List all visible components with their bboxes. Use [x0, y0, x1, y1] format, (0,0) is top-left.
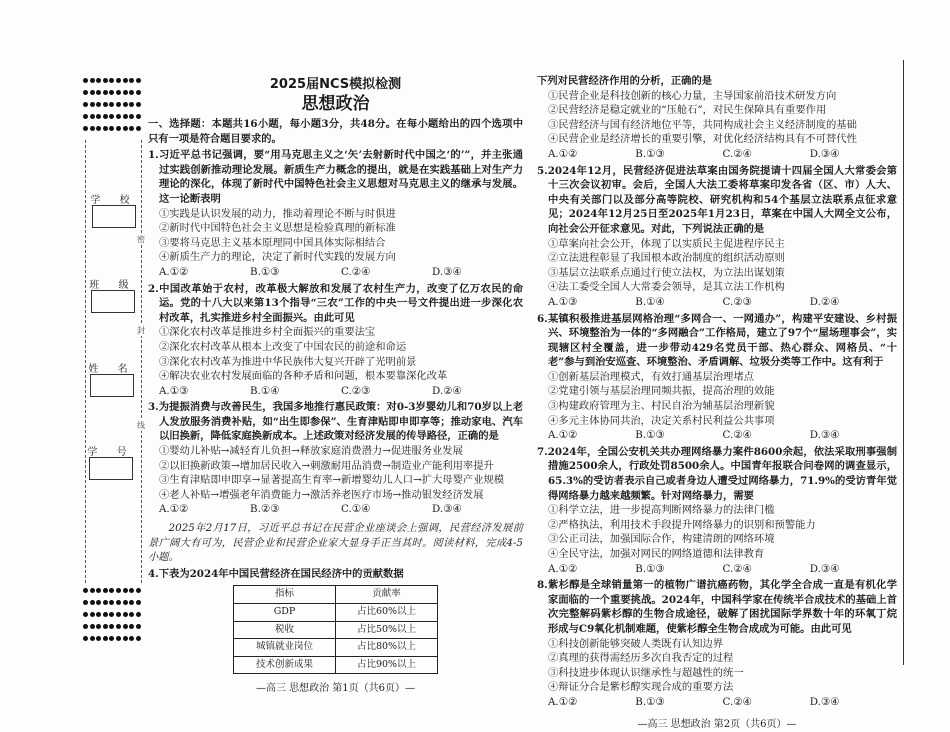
option-statement: ③生育津贴即申即享→显著提高生育率→新增婴幼儿人口→扩大母婴产业规模	[159, 474, 505, 487]
table-row	[234, 604, 438, 622]
table-cell: 占比90%以上	[336, 656, 438, 674]
question-7	[537, 445, 897, 576]
class-label: 班 级	[89, 280, 137, 291]
answer-choice-d[interactable]: D.③④	[809, 562, 840, 575]
answer-choice-d[interactable]: D.②④	[809, 295, 840, 308]
binding-dot	[96, 600, 101, 605]
question-3	[148, 400, 523, 517]
answer-choices	[537, 428, 897, 443]
binding-dot	[109, 102, 114, 107]
student-id-label: 学 号	[87, 447, 135, 458]
binding-dot	[136, 588, 141, 593]
answer-choices	[537, 147, 897, 162]
name-field[interactable]	[90, 374, 134, 397]
option-statement: ①民营企业是科技创新的核心力量，主导国家前沿技术研发方向	[548, 89, 837, 102]
binding-dot	[83, 102, 88, 107]
question-4-continued	[537, 74, 897, 162]
option-statement: ③深化农村改革为推进中华民族伟大复兴开辟了光明前景	[159, 355, 417, 368]
page-footer: —高三 思想政治 第2页（共6页）—	[637, 718, 797, 730]
binding-dot	[90, 600, 95, 605]
answer-choice-d[interactable]: D.③④	[432, 503, 462, 516]
answer-choices	[537, 295, 897, 310]
binding-dot	[116, 126, 121, 131]
binding-dot	[109, 600, 114, 605]
option-statement: ③公正司法，加强国际合作，构建清朗的网络环境	[548, 533, 775, 546]
binding-dot	[136, 114, 141, 119]
option-statement: ①创新基层治理模式，有效打通基层治理堵点	[548, 370, 754, 383]
table-row	[234, 621, 438, 639]
question-stem: 下列对民营经济作用的分析，正确的是	[537, 75, 713, 87]
answer-choice-a[interactable]: A.①②	[548, 147, 578, 160]
answer-choice-c[interactable]: C.②④	[722, 695, 752, 708]
answer-choice-c[interactable]: C.②③	[722, 295, 752, 308]
binding-dot	[109, 90, 114, 95]
question-stem: 3.为提振消费与改善民生，我国多地推行惠民政策：对0-3岁婴幼儿和70岁以上老人发放服务消费补贴，如“出生即参保”、生育津贴即申即享等；推动家电、汽车以旧换新，降低家庭换新成本。上述政策对经济发展的传导路径，正确的是	[148, 401, 523, 443]
binding-dot	[136, 102, 141, 107]
binding-dot	[103, 588, 108, 593]
binding-dot	[90, 78, 95, 83]
binding-dot	[96, 90, 101, 95]
answer-choice-b[interactable]: B.②③	[250, 503, 280, 516]
table-row	[234, 639, 438, 657]
page-edge-line	[903, 60, 904, 665]
section-instructions: 一、选择题：本题共16小题，每小题3分，共48分。在每小题给出的四个选项中只有一项是符合题目要求的。	[148, 118, 523, 145]
binding-dot	[96, 114, 101, 119]
binding-dot	[136, 78, 141, 83]
binding-dot	[96, 78, 101, 83]
option-statement: ②新时代中国特色社会主义思想是检验真理的新标准	[159, 222, 396, 235]
binding-dot	[136, 90, 141, 95]
table-cell: 占比50%以上	[336, 621, 438, 639]
binding-dot	[83, 90, 88, 95]
binding-dot	[109, 126, 114, 131]
answer-choices	[537, 695, 897, 710]
binding-dot	[129, 636, 134, 641]
binding-dot	[83, 636, 88, 641]
question-1	[148, 148, 523, 279]
binding-dot	[83, 126, 88, 131]
binding-dot	[96, 612, 101, 617]
option-statement: ①科技创新能够突破人类既有认知边界	[548, 637, 724, 650]
option-statement: ④民营企业是经济增长的重要引擎，对优化经济结构具有不可替代性	[548, 133, 857, 146]
binding-dot	[123, 624, 128, 629]
binding-dot	[103, 90, 108, 95]
binding-dot	[90, 588, 95, 593]
question-stem: 7.2024年，全国公安机关共办理网络暴力案件8600余起，依法采取刑事强制措施2500余人，行政处罚8500余人。中国青年报联合问卷网的调查显示，65.3%的受访者表示自己或者身边人遭受过网络暴力，71.9%的受访青年觉得网络暴力越来越频繁。针对网络暴力，需要	[537, 445, 897, 502]
option-statement: ①科学立法，进一步提高判断网络暴力的法律门槛	[548, 504, 775, 517]
class-field[interactable]	[91, 290, 135, 313]
binding-dot	[103, 600, 108, 605]
binding-dot	[136, 636, 141, 641]
question-stem: 2.中国改革始于农村，改革极大解放和发展了农村生产力，改变了亿万农民的命运。党的十八大以来第13个指导“三农”工作的中央一号文件提出进一步深化农村改革，扎实推进乡村全面振兴。由此可见	[148, 282, 523, 324]
binding-dot	[96, 126, 101, 131]
binding-dot	[123, 636, 128, 641]
answer-choice-a[interactable]: A.①③	[548, 295, 578, 308]
answer-choice-a[interactable]: A.①②	[159, 503, 189, 516]
option-statement: ②民营经济是稳定就业的“压舱石”，对民生保障具有重要作用	[548, 104, 827, 117]
binding-dot	[123, 126, 128, 131]
option-statement: ②党建引领与基层治理同频共振，提高治理的效能	[548, 385, 775, 398]
answer-choices	[148, 502, 523, 517]
option-statement: ③基层立法联系点通过行使立法权，为立法出谋划策	[548, 266, 785, 279]
question-5	[537, 164, 897, 310]
binding-dot	[109, 624, 114, 629]
question-4-stem: 4.下表为2024年中国民营经济在国民经济中的贡献数据	[148, 567, 404, 580]
name-label: 姓 名	[88, 364, 136, 375]
binding-dot	[103, 612, 108, 617]
option-statement: ②立法进程彰显了我国根本政治制度的组织活动原则	[548, 252, 785, 265]
binding-dot	[116, 102, 121, 107]
answer-choice-c[interactable]: C.②④	[722, 147, 752, 160]
exam-title: 2025届NCS模拟检测	[269, 77, 402, 92]
table-cell: GDP	[234, 604, 336, 622]
binding-dot	[90, 126, 95, 131]
binding-dot	[116, 636, 121, 641]
binding-dot	[109, 636, 114, 641]
binding-dot	[116, 600, 121, 605]
binding-dot	[96, 636, 101, 641]
option-statement: ③民营经济与国有经济地位平等，共同构成社会主义经济制度的基础	[548, 118, 857, 131]
binding-dot	[116, 90, 121, 95]
binding-dot	[83, 114, 88, 119]
answer-choice-b[interactable]: B.①③	[635, 429, 665, 442]
binding-dot	[123, 90, 128, 95]
option-statement: ④老人补贴→增强老年消费能力→激活养老医疗市场→推动银发经济发展	[159, 488, 484, 501]
answer-choices	[537, 562, 897, 577]
option-statement: ①婴幼儿补贴→减轻育儿负担→释放家庭消费潜力→促进服务业发展	[159, 445, 463, 458]
binding-dot	[83, 588, 88, 593]
option-statement: ②严格执法，利用技术手段提升网络暴力的识别和预警能力	[548, 518, 816, 531]
binding-dot	[83, 624, 88, 629]
binding-dot	[129, 126, 134, 131]
answer-choice-b[interactable]: B.①③	[635, 695, 665, 708]
option-statement: ④法工委受全国人大常委会领导，是其立法工作机构	[548, 281, 785, 294]
answer-choice-d[interactable]: D.③④	[809, 147, 840, 160]
question-2	[148, 282, 523, 399]
option-statement: ④多元主体协同共治，决定关系村民利益公共事项	[548, 414, 775, 427]
binding-dot	[90, 114, 95, 119]
binding-dot	[96, 624, 101, 629]
option-statement: ④全民守法，加强对网民的网络道德和法律教育	[548, 548, 765, 560]
binding-dot	[129, 588, 134, 593]
binding-dot	[90, 612, 95, 617]
option-statement: ②真理的获得需经历多次自我否定的过程	[548, 652, 734, 665]
binding-dot	[123, 600, 128, 605]
binding-dot	[109, 114, 114, 119]
table-cell: 城镇就业岗位	[234, 639, 336, 657]
table-cell: 技术创新成果	[234, 656, 336, 674]
answer-choice-c[interactable]: C.②④	[722, 562, 752, 575]
option-statement: ③要将马克思主义基本原理同中国具体实际相结合	[159, 236, 386, 249]
binding-dot	[129, 624, 134, 629]
binding-dot	[123, 588, 128, 593]
binding-dot	[83, 612, 88, 617]
seal-char: 封	[137, 326, 145, 335]
binding-dot	[103, 114, 108, 119]
table-header: 指标	[234, 586, 336, 604]
binding-dot	[109, 588, 114, 593]
binding-dot	[136, 126, 141, 131]
binding-dot	[136, 612, 141, 617]
binding-dot	[96, 102, 101, 107]
binding-dot	[123, 102, 128, 107]
option-statement: ①实践是认识发展的动力，推动着理论不断与时俱进	[159, 207, 396, 220]
page-footer: —高三 思想政治 第1页（共6页）—	[255, 683, 416, 695]
student-id-field[interactable]	[89, 457, 133, 480]
table-cell: 占比60%以上	[336, 604, 438, 622]
answer-choices	[148, 384, 523, 399]
binding-dot	[129, 102, 134, 107]
answer-choice-b[interactable]: B.①③	[250, 265, 280, 278]
question-stem: 8.紫杉醇是全球销量第一的植物广谱抗癌药物，其化学全合成一直是有机化学家面临的一个重要挑战。2024年，中国科学家在传统半合成技术的基础上首次完整解码紫杉醇的生物合成途径，破解了困扰国际学界数十年的环氧丁烷形成与C9氧化机制难题，使紫杉醇全生物合成成为可能。由此可见	[537, 579, 897, 635]
binding-dot	[90, 636, 95, 641]
option-statement: ②深化农村改革从根本上改变了中国农民的前途和命运	[159, 340, 407, 353]
option-statement: ④辩证分合是紫杉醇实现合成的重要方法	[548, 681, 734, 694]
binding-dot	[96, 588, 101, 593]
binding-dot	[103, 636, 108, 641]
answer-choice-a[interactable]: A.①②	[548, 429, 578, 442]
answer-choice-c[interactable]: C.②④	[341, 265, 371, 278]
binding-dot	[103, 126, 108, 131]
school-field[interactable]	[92, 205, 136, 228]
binding-dot	[103, 624, 108, 629]
binding-dot	[109, 612, 114, 617]
binding-dots-bottom	[83, 588, 142, 641]
page-1	[148, 76, 523, 697]
binding-dot	[116, 588, 121, 593]
answer-choice-b[interactable]: B.①③	[635, 562, 665, 575]
binding-dot	[109, 78, 114, 83]
option-statement: ①草案向社会公开，体现了以实质民主促进程序民主	[548, 237, 785, 250]
table-cell: 占比80%以上	[336, 639, 438, 657]
binding-dot	[123, 612, 128, 617]
answer-choice-d[interactable]: D.②④	[432, 384, 462, 397]
binding-dot	[129, 600, 134, 605]
answer-choice-c[interactable]: C.②③	[341, 384, 371, 397]
answer-choice-b[interactable]: B.①④	[250, 384, 280, 397]
table-header: 贡献率	[336, 586, 438, 604]
binding-dot	[116, 78, 121, 83]
option-statement: ④新质生产力的理论，决定了新时代实践的发展方向	[159, 251, 396, 264]
binding-dots-top	[83, 78, 142, 131]
question-6	[537, 312, 897, 443]
binding-dot	[129, 114, 134, 119]
answer-choice-c[interactable]: C.①④	[341, 503, 371, 516]
school-label: 学 校	[90, 195, 138, 206]
binding-dot	[83, 78, 88, 83]
binding-dot	[129, 78, 134, 83]
binding-dot	[136, 624, 141, 629]
binding-dot	[90, 90, 95, 95]
question-stem: 6.某镇积极推进基层网格治理“多网合一、一网通办”，构建平安建设、乡村振兴、环境整治为一体的“多网融合”工作格局，建立了97个“屋场理事会”，实现辖区村全覆盖，进一步带动429名党员干部、热心群众、网格员、“十老”参与到治安巡查、环境整治、矛盾调解、垃圾分类等工作中。这有利于	[537, 312, 897, 369]
option-statement: ③科技进步体现认识继承性与超越性的统一	[548, 666, 744, 679]
option-statement: ①深化农村改革是推进乡村全面振兴的重要法宝	[159, 326, 376, 339]
answer-choice-a[interactable]: A.①③	[159, 384, 189, 397]
table-header-row	[234, 586, 438, 604]
answer-choice-c[interactable]: C.②④	[722, 429, 752, 442]
answer-choice-a[interactable]: A.①②	[159, 265, 189, 278]
answer-choice-a[interactable]: A.①②	[548, 562, 578, 575]
binding-dot	[116, 612, 121, 617]
page-2	[537, 74, 897, 732]
binding-dot	[123, 78, 128, 83]
seal-char: 密	[137, 235, 145, 244]
reading-material: 2025年2月17日，习近平总书记在民营企业座谈会上强调，民营经济发展前景广阔大有可为，民营企业和民营企业家大显身手正当其时。阅读材料，完成4-5小题。	[148, 522, 523, 564]
question-stem: 1.习近平总书记强调，要“用马克思主义之‘矢’去射新时代中国之‘的’”，并主张通过实践创新推动理论发展。新质生产力概念的提出，就是在实践基础上对生产力理论的深化，体现了新时代中国特色社会主义思想对马克思主义的继承与发展。这一论断表明	[148, 149, 523, 205]
binding-dot	[90, 102, 95, 107]
answer-choice-b[interactable]: B.①③	[635, 147, 665, 160]
question-stem: 5.2024年12月，民营经济促进法草案由国务院提请十四届全国人大常委会第十三次会议初审。会后，全国人大法工委将草案印发各省（区、市）人大、中央有关部门以及部分高等院校、研究机构和54个基层立法联系点征求意见；2024年12月25日至2025年1月23日，草案在中国人大网全文公布，向社会公开征求意见。对此，下列说法正确的是	[537, 164, 897, 235]
table-row	[234, 656, 438, 674]
binding-dot	[103, 78, 108, 83]
option-statement: ②以旧换新政策→增加居民收入→刺激耐用品消费→制造业产能利用率提升	[159, 459, 494, 472]
contribution-table	[233, 585, 438, 674]
binding-dot	[90, 624, 95, 629]
binding-dot	[129, 90, 134, 95]
subject-title: 思想政治	[301, 94, 370, 114]
binding-dot	[123, 114, 128, 119]
option-statement: ④解决农业农村发展面临的各种矛盾和问题，根本要靠深化改革	[159, 370, 448, 383]
answer-choice-a[interactable]: A.①②	[548, 695, 578, 708]
answer-choice-d[interactable]: D.③④	[809, 429, 840, 442]
binding-dot	[116, 114, 121, 119]
table-cell: 税收	[234, 621, 336, 639]
answer-choice-d[interactable]: D.③④	[809, 695, 840, 708]
answer-choice-b[interactable]: B.①④	[635, 295, 665, 308]
binding-dot	[116, 624, 121, 629]
binding-dot	[83, 600, 88, 605]
binding-dot	[136, 600, 141, 605]
binding-dot	[129, 612, 134, 617]
question-8	[537, 578, 897, 709]
binding-dot	[103, 102, 108, 107]
answer-choices	[148, 265, 523, 280]
option-statement: ③构建政府管理为主、村民自治为辅基层治理新貌	[548, 400, 775, 413]
seal-char: 线	[137, 421, 145, 430]
answer-choice-d[interactable]: D.③④	[432, 265, 462, 278]
